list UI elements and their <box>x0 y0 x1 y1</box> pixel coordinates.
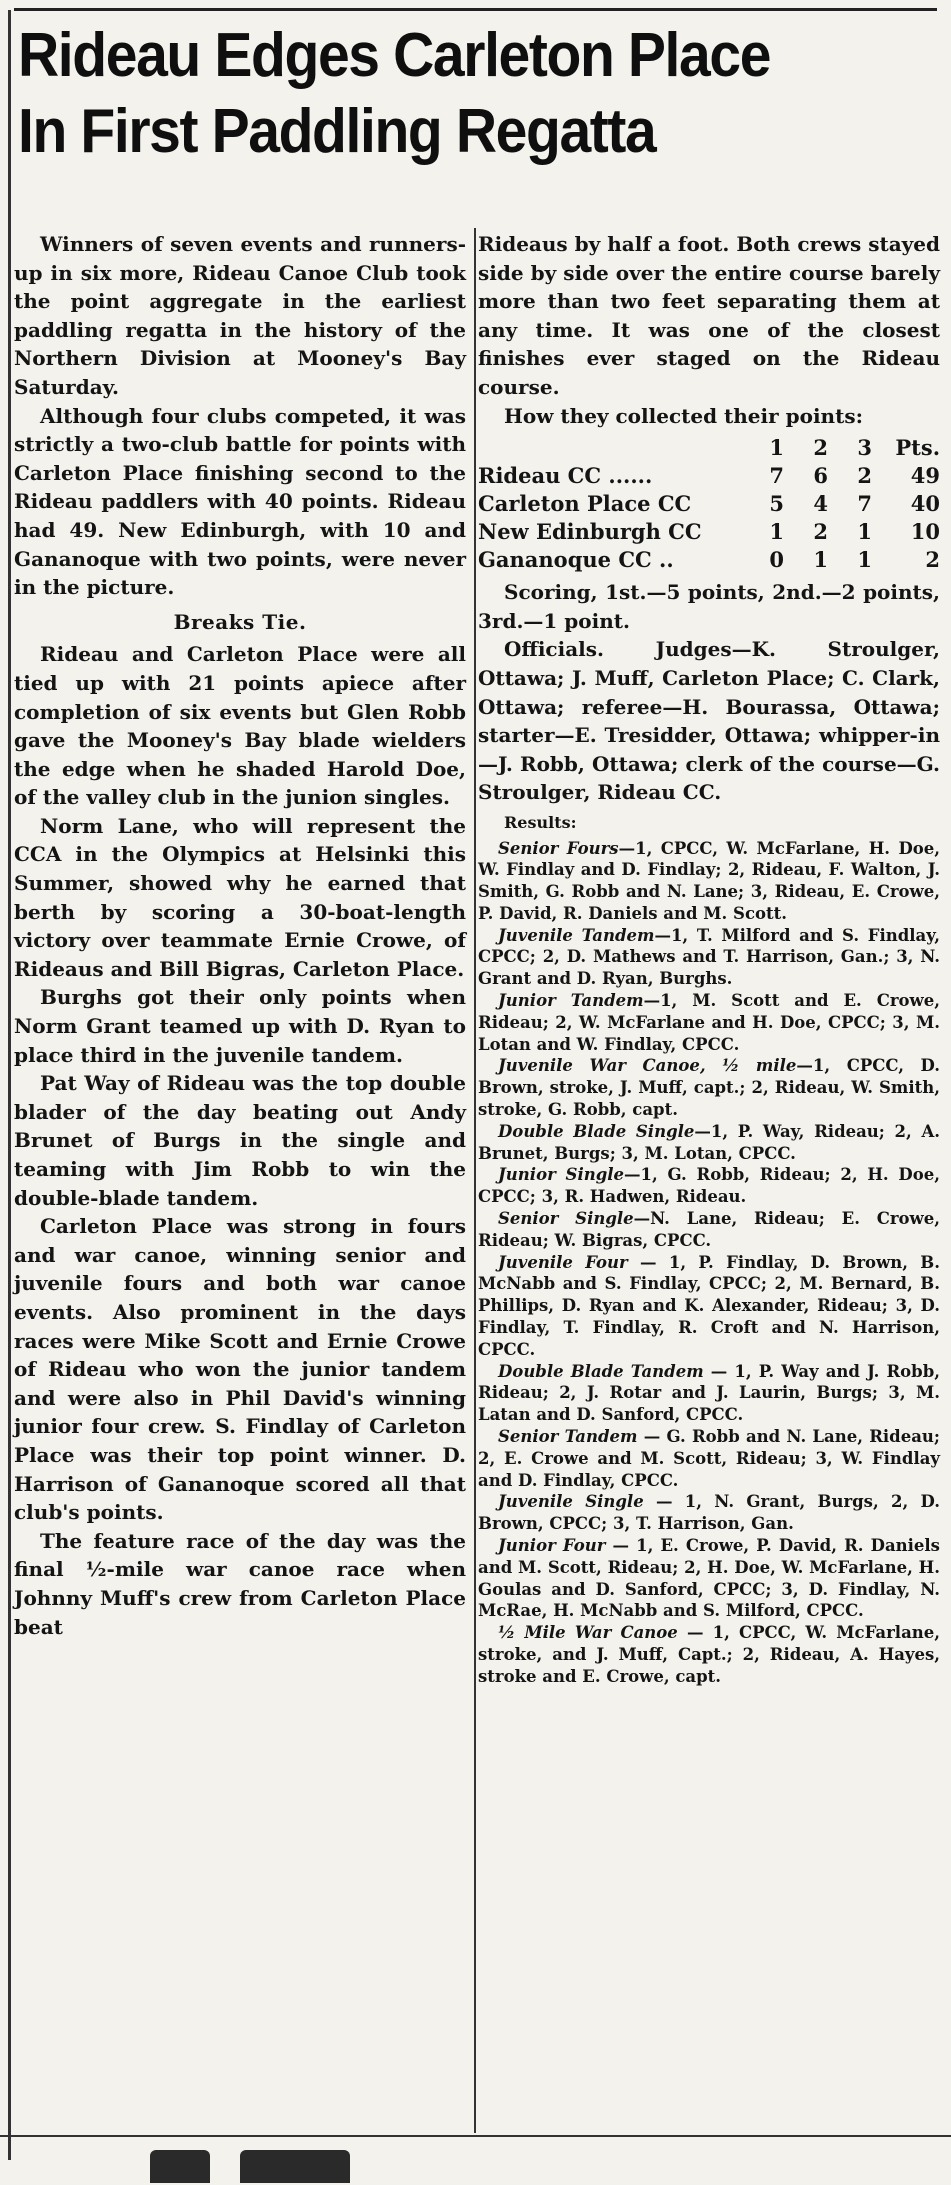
club-name: Gananoque CC .. <box>478 547 674 573</box>
result-item <box>478 1164 940 1208</box>
left-rule <box>8 10 11 2160</box>
result-text: — 1, P. Findlay, D. Brown, B. McNabb and S. Findlay, CPCC; 2, M. Bernard, B. Phillips, D. Ryan and K. Alexander, Rideau; 3, D. Findlay, T. Findlay, R. Croft and N. Harrison, CPCC. <box>478 1252 940 1359</box>
result-text: — G. Robb and N. Lane, Rideau; 2, E. Crowe and M. Scott, Rideau; 3, W. Findlay and D. Findlay, CPCC. <box>478 1427 940 1490</box>
result-event: Junior Tandem <box>498 991 644 1011</box>
club-name: New Edinburgh CC <box>478 519 702 545</box>
results-list <box>478 838 940 1688</box>
first-count: 7 <box>769 463 784 489</box>
right-column <box>478 230 940 1688</box>
result-text: — 1, CPCC, W. McFarlane, stroke, and J. Muff, Capt.; 2, Rideau, A. Hayes, stroke and E. Crowe, capt. <box>478 1623 940 1686</box>
result-item <box>478 1622 940 1687</box>
headline-line-1: Rideau Edges Carleton Place <box>18 21 771 90</box>
paragraph: Carleton Place was strong in fours and war canoe, winning senior and juvenile fours and both war canoe events. Also prominent in the days races were Mike Scott and Ernie Crowe of Rideau who won the junior tandem and were also in Phil David's winning junior four crew. S. Findlay of Carleton Place was their top point winner. D. Harrison of Gananoque scored all that club's points. <box>14 1214 466 1525</box>
header-club <box>478 434 740 462</box>
result-text: —1, G. Robb, Rideau; 2, H. Doe, CPCC; 3, R. Hadwen, Rideau. <box>478 1165 940 1207</box>
club-name: Carleton Place CC <box>478 491 692 517</box>
result-text: —1, P. Way, Rideau; 2, A. Brunet, Burgs; 3, M. Lotan, CPCC. <box>478 1121 940 1163</box>
header-points: Pts. <box>895 435 940 461</box>
result-item <box>478 990 940 1055</box>
result-event: Senior Single <box>498 1209 634 1229</box>
second-count: 1 <box>813 547 828 573</box>
result-event: ½ Mile War Canoe <box>498 1623 678 1643</box>
table-row <box>478 490 940 518</box>
table-row <box>478 546 940 574</box>
result-event: Senior Tandem <box>498 1427 638 1447</box>
result-event: Double Blade Tandem <box>498 1361 704 1381</box>
headline-line-2: In First Paddling Regatta <box>18 97 656 166</box>
result-item <box>478 1121 940 1165</box>
points-total: 10 <box>910 519 940 545</box>
result-text: —1, M. Scott and E. Crowe, Rideau; 2, W. McFarlane and H. Doe, CPCC; 3, M. Lotan and W. Findlay, CPCC. <box>478 991 940 1054</box>
third-count: 2 <box>857 463 872 489</box>
result-event: Juvenile War Canoe, ½ mile <box>498 1056 797 1076</box>
header-second: 2 <box>813 435 828 461</box>
result-text: — 1, N. Grant, Burgs, 2, D. Brown, CPCC; 3, T. Harrison, Gan. <box>478 1492 940 1534</box>
first-count: 1 <box>769 519 784 545</box>
scoring-note: Scoring, 1st.—5 points, 2nd.—2 points, 3rd.—1 point. <box>478 580 940 633</box>
result-item <box>478 1055 940 1120</box>
first-count: 5 <box>769 491 784 517</box>
result-event: Juvenile Single <box>498 1492 644 1512</box>
result-event: Juvenile Tandem <box>498 925 655 945</box>
result-event: Juvenile Four <box>498 1252 628 1272</box>
second-count: 2 <box>813 519 828 545</box>
header-first: 1 <box>769 435 784 461</box>
table-row <box>478 518 940 546</box>
bottom-strip <box>0 2135 951 2185</box>
paragraph-continuation: Rideaus by half a foot. Both crews stayed side by side over the entire course barely more than two feet separating them at any time. It was one of the closest finishes ever staged on the Rideau course. <box>478 232 940 399</box>
top-rule <box>14 0 937 11</box>
result-text: —1, T. Milford and S. Findlay, CPCC; 2, D. Mathews and T. Harrison, Gan.; 3, N. Grant and D. Ryan, Burghs. <box>478 925 940 989</box>
paragraph: Winners of seven events and runners-up in six more, Rideau Canoe Club took the point aggregate in the earliest paddling regatta in the history of the Northern Division at Mooney's Bay Saturday. <box>14 232 466 399</box>
paragraph: Norm Lane, who will represent the CCA in the Olympics at Helsinki this Summer, showed why he earned that berth by scoring a 30-boat-length victory over teammate Ernie Crowe, of Rideaus and Bill Bigras, Carleton Place. <box>14 813 466 981</box>
paragraph: Pat Way of Rideau was the top double blader of the day beating out Andy Brunet of Burgs in the single and teaming with Jim Robb to win the double-blade tandem. <box>14 1071 466 1210</box>
result-item <box>478 1535 940 1622</box>
third-count: 7 <box>857 491 872 517</box>
points-total: 40 <box>910 491 940 517</box>
column-divider <box>474 228 476 2133</box>
result-text: —1, CPCC, W. McFarlane, H. Doe, W. Findlay and D. Findlay; 2, Rideau, F. Walton, J. Smith, G. Robb and N. Lane; 3, Rideau, E. Crowe, P. David, R. Daniels and M. Scott. <box>478 838 941 923</box>
paragraph: The feature race of the day was the final ½-mile war canoe race when Johnny Muff's crew from Carleton Place beat <box>14 1528 466 1639</box>
points-table <box>478 434 940 574</box>
officials-list: Officials. Judges—K. Stroulger, Ottawa; J. Muff, Carleton Place; C. Clark, Ottawa; referee—H. Bourassa, Ottawa; starter—E. Tresidder, Ottawa; whipper-in—J. Robb, Ottawa; clerk of the course—G. Stroulger, Rideau CC. <box>478 637 940 805</box>
paragraph: Burghs got their only points when Norm Grant teamed up with D. Ryan to place third in the juvenile tandem. <box>14 985 466 1067</box>
result-item <box>478 1361 940 1426</box>
result-text: —1, CPCC, D. Brown, stroke, J. Muff, capt.; 2, Rideau, W. Smith, stroke, G. Robb, capt. <box>478 1056 940 1120</box>
second-count: 6 <box>813 463 828 489</box>
result-item <box>478 1491 940 1535</box>
result-item <box>478 925 940 990</box>
result-item <box>478 1426 940 1491</box>
results-label: Results: <box>504 812 577 832</box>
result-text: — 1, P. Way and J. Robb, Rideau; 2, J. Rotar and J. Laurin, Burgs; 3, M. Latan and D. Sanford, CPCC. <box>478 1361 940 1425</box>
result-event: Senior Fours <box>498 838 619 858</box>
result-text: —N. Lane, Rideau; E. Crowe, Rideau; W. Bigras, CPCC. <box>478 1209 941 1250</box>
result-event: Junior Four <box>498 1536 606 1555</box>
third-count: 1 <box>857 519 872 545</box>
points-table-header <box>478 434 940 462</box>
points-total: 2 <box>925 547 940 573</box>
club-name: Rideau CC ...... <box>478 463 653 489</box>
headline <box>18 18 864 170</box>
photo-fragment <box>150 2150 210 2183</box>
third-count: 1 <box>857 547 872 573</box>
result-item <box>478 838 940 925</box>
result-item <box>478 1252 940 1361</box>
first-count: 0 <box>769 547 784 573</box>
photo-fragment <box>240 2150 350 2183</box>
paragraph: Rideau and Carleton Place were all tied up with 21 points apiece after completion of six events but Glen Robb gave the Mooney's Bay blade wielders the edge when he shaded Harold Doe, of the valley club in the junion singles. <box>14 642 466 810</box>
second-count: 4 <box>813 491 828 517</box>
paragraph: Although four clubs competed, it was strictly a two-club battle for points with Carleton Place finishing second to the Rideau paddlers with 40 points. Rideau had 49. New Edinburgh, with 10 and Gananoque with two points, were never in the picture. <box>14 403 466 600</box>
subhead: Breaks Tie. <box>173 609 307 634</box>
result-item <box>478 1208 940 1252</box>
table-row <box>478 462 940 490</box>
result-text: — 1, E. Crowe, P. David, R. Daniels and M. Scott, Rideau; 2, H. Doe, W. McFarlane, H. Goulas and D. Sanford, CPCC; 3, D. Findlay, N. McRae, H. McNabb and S. Milford, CPCC. <box>478 1536 940 1621</box>
points-total: 49 <box>910 463 940 489</box>
left-column <box>14 230 466 1641</box>
result-event: Double Blade Single <box>498 1121 695 1141</box>
points-intro: How they collected their points: <box>504 403 863 428</box>
header-third: 3 <box>857 435 872 461</box>
result-event: Junior Single <box>498 1165 625 1185</box>
